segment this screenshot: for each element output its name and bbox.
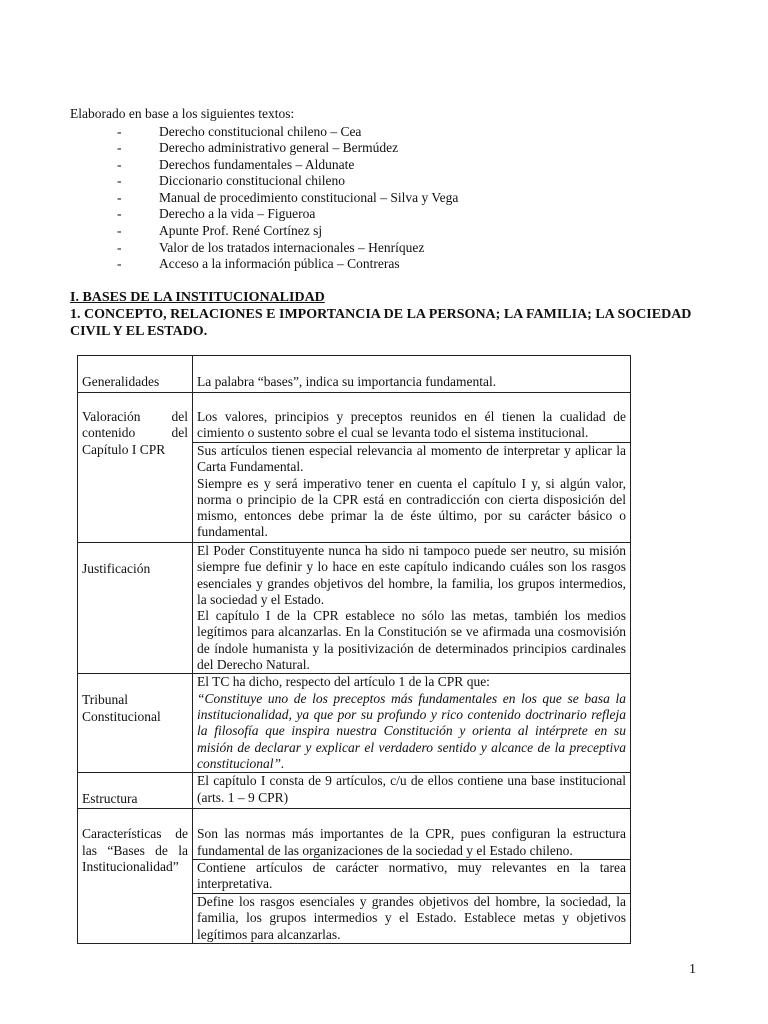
row-content xyxy=(193,773,631,809)
source-text: Diccionario constitucional chileno xyxy=(159,173,345,189)
list-dash: - xyxy=(117,256,122,272)
page-number: 1 xyxy=(689,962,696,977)
source-text: Derecho administrativo general – Bermúdez xyxy=(159,140,399,156)
list-dash: - xyxy=(117,206,122,222)
source-item xyxy=(70,190,690,207)
source-text: Acceso a la información pública – Contreras xyxy=(159,256,400,272)
content-text: Define los rasgos esenciales y grandes objetivos del hombre, la sociedad, la familia, los grupos intermedios y el Estado. Establece metas y objetivos legítimos para alcanzarlas. xyxy=(197,893,626,942)
headings-block xyxy=(70,289,710,340)
list-dash: - xyxy=(117,156,122,172)
source-text: Apunte Prof. René Cortínez sj xyxy=(159,223,323,239)
source-item xyxy=(70,256,690,273)
list-dash: - xyxy=(117,223,122,239)
sources-list xyxy=(70,124,690,273)
source-text: Valor de los tratados internacionales – Henríquez xyxy=(159,239,425,255)
section-heading: I. BASES DE LA INSTITUCIONALIDAD xyxy=(70,290,325,305)
label-text: Justificación xyxy=(82,561,151,576)
list-dash: - xyxy=(117,140,122,156)
table-row xyxy=(78,809,631,860)
tc-quote: “Constituye uno de los preceptos más fundamentales en los que se basa la institucionalidad, ya que por su profundo y rico contenido doctrinario refleja la filosofía que inspira nuestra Constitución y orienta al intérprete en su misión de declarar y explicar el verdadero sentido y alcance de la preceptiva constitucional”. xyxy=(197,690,626,771)
content-text: Los valores, principios y preceptos reunidos en él tienen la cualidad de cimiento o sustento sobre el cual se levanta todo el sistema institucional. xyxy=(197,409,626,441)
row-label xyxy=(78,393,193,543)
label-text: Generalidades xyxy=(82,374,160,389)
content-paragraph: El capítulo I de la CPR establece no sólo las metas, también los medios legítimos para alcanzarlas. En la Constitución se ve afirmada una cosmovisión de índole humanista y la positivización de determinados principios cardinales del Derecho Natural. xyxy=(197,608,626,673)
list-dash: - xyxy=(117,173,122,189)
source-item xyxy=(70,206,690,223)
list-dash: - xyxy=(117,189,122,205)
source-text: Derecho a la vida – Figueroa xyxy=(159,206,316,222)
source-item xyxy=(70,157,690,174)
table-row xyxy=(78,356,631,393)
table-row xyxy=(78,543,631,674)
row-label xyxy=(78,809,193,944)
content-paragraph: El TC ha dicho, respecto del artículo 1 de la CPR que: xyxy=(197,674,490,690)
label-text: Características de las “Bases de la Institucionalidad” xyxy=(82,826,188,874)
label-text: Tribunal Constitucional xyxy=(82,692,161,724)
row-label xyxy=(78,543,193,674)
content-text: El capítulo I consta de 9 artículos, c/u de ellos contiene una base institucional (arts. 1 – 9 CPR) xyxy=(197,773,626,805)
content-paragraph: El Poder Constituyente nunca ha sido ni tampoco puede ser neutro, su misión siempre fue definir y lo hace en este capítulo indicando cuáles son los rasgos esenciales y grandes objetivos del hombre, la familia, los grupos intermedios, la sociedad y el Estado. xyxy=(197,543,626,607)
label-text: Estructura xyxy=(82,791,138,807)
row-content xyxy=(193,543,631,674)
label-text: Valoración del contenido del Capítulo I CPR xyxy=(82,409,188,457)
row-content xyxy=(193,674,631,773)
source-item xyxy=(70,240,690,257)
row-content xyxy=(193,393,631,443)
topic-heading: 1. CONCEPTO, RELACIONES E IMPORTANCIA DE LA PERSONA; LA FAMILIA; LA SOCIEDAD CIVIL Y EL ESTADO. xyxy=(70,307,692,339)
content-paragraph: Siempre es y será imperativo tener en cuenta el capítulo I y, si algún valor, norma o principio de la CPR está en contradicción con cierta disposición del mismo, entonces debe primar la de éste último, por su carácter básico o fundamental. xyxy=(197,475,626,540)
table-row xyxy=(78,393,631,443)
row-content xyxy=(193,443,631,543)
table-row xyxy=(78,674,631,773)
sources-intro-text: Elaborado en base a los siguientes textos: xyxy=(70,106,295,121)
row-content xyxy=(193,356,631,393)
row-label xyxy=(78,356,193,393)
row-content xyxy=(193,859,631,893)
content-text: Contiene artículos de carácter normativo, muy relevantes en la tarea interpretativa. xyxy=(197,859,626,892)
list-dash: - xyxy=(117,123,122,139)
source-text: Manual de procedimiento constitucional – Silva y Vega xyxy=(159,189,459,205)
row-label xyxy=(78,674,193,773)
list-dash: - xyxy=(117,239,122,255)
row-content xyxy=(193,809,631,860)
source-item xyxy=(70,140,690,157)
source-item xyxy=(70,223,690,240)
row-content xyxy=(193,893,631,943)
source-item xyxy=(70,124,690,141)
source-item xyxy=(70,173,690,190)
source-text: Derechos fundamentales – Aldunate xyxy=(159,156,355,172)
row-label xyxy=(78,773,193,809)
sources-intro-block xyxy=(70,106,690,273)
bases-table xyxy=(77,355,631,944)
content-text: Son las normas más importantes de la CPR, pues configuran la estructura fundamental de las organizaciones de la sociedad y el Estado chileno. xyxy=(197,826,626,858)
source-text: Derecho constitucional chileno – Cea xyxy=(159,123,362,139)
content-paragraph: Sus artículos tienen especial relevancia al momento de interpretar y aplicar la Carta Fundamental. xyxy=(197,443,626,475)
content-text: La palabra “bases”, indica su importancia fundamental. xyxy=(197,374,497,389)
table-row xyxy=(78,773,631,809)
